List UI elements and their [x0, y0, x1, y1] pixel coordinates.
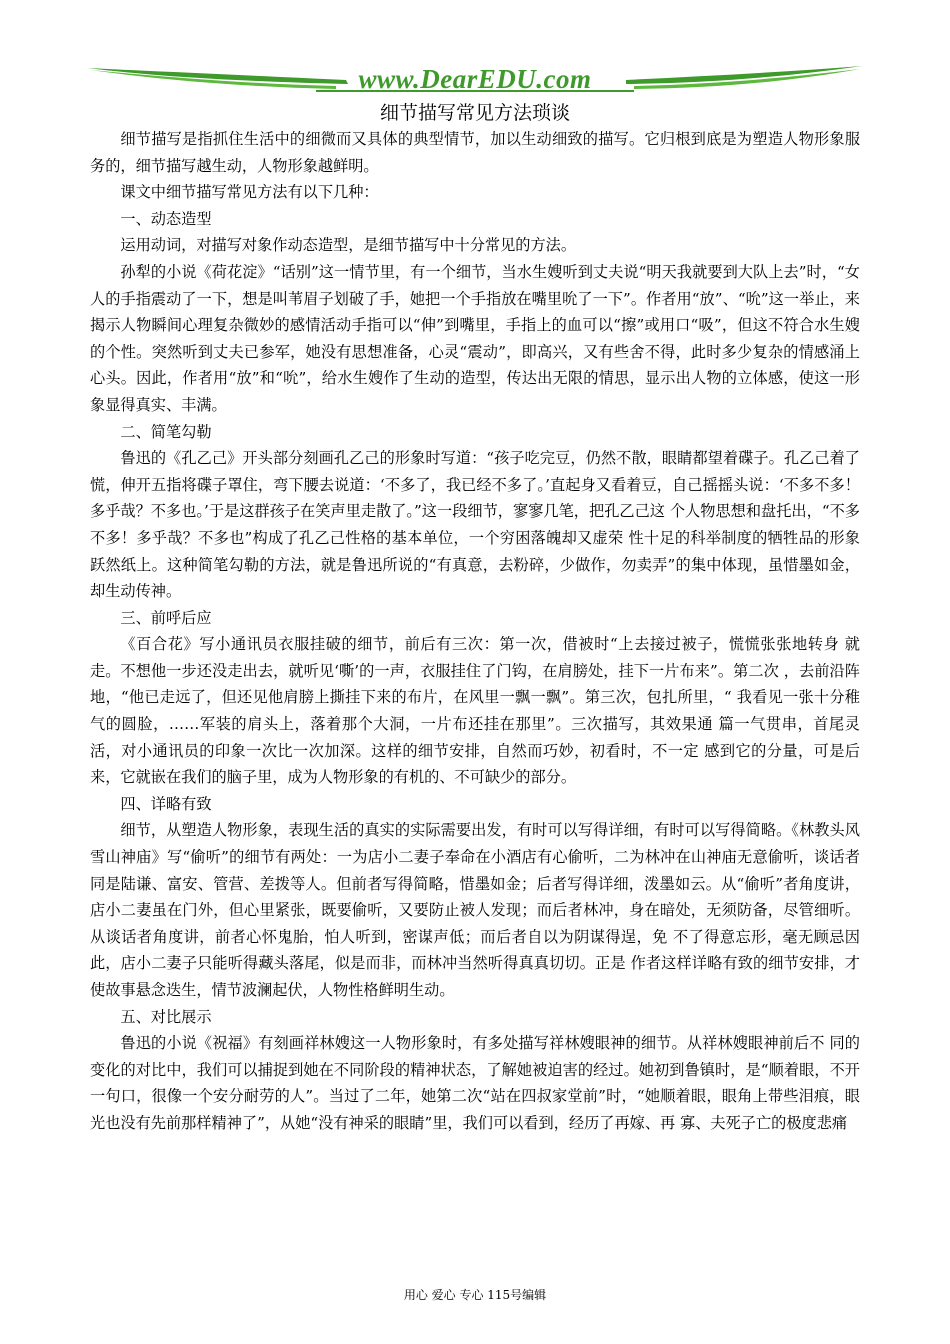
section-heading: 二、简笔勾勒: [120, 422, 212, 441]
section-heading: 五、对比展示: [120, 1007, 212, 1026]
section-heading: 一、动态造型: [120, 209, 212, 228]
section-heading: 四、详略有致: [120, 794, 212, 813]
paragraph: 运用动词，对描写对象作动态造型，是细节描写中十分常见的方法。: [120, 236, 577, 255]
paragraph: 鲁迅的小说《祝福》有刻画祥林嫂这一人物形象时，有多处描写祥林嫂眼神的细节。从祥林嫂眼神前后不 同的变化的对比中，我们可以捕捉到她在不同阶段的精神状态，了解她被迫害的经过。她初到鲁镇时，是“顺着眼，不开一句口，很像一个安分耐劳的人”。当过了二年，她第二次“站在四叔家堂前”时，“她顺着眼，眼角上带些泪痕，眼光也没有先前那样精神了”，从她“没有神采的眼睛”里，我们可以看到，经历了再嫁、再 寡、夫死子亡的极度悲痛: [90, 1034, 860, 1132]
site-url[interactable]: www.DearEDU.com: [358, 64, 592, 94]
page-footer: 用心 爱心 专心 115号编辑: [403, 1288, 547, 1302]
article-body: [90, 126, 860, 1137]
paragraph: 《百合花》写小通讯员衣服挂破的细节，前后有三次：第一次，借被时“上去接过被子，慌慌张张地转身 就走。不想他一步还没走出去，就听见‘嘶’的一声，衣服挂住了门钩，在肩膀处，挂下一片布来”。第二次 ，去前沿阵地，“他已走远了，但还见他肩膀上撕挂下来的布片，在风里一飘一飘”。第三次，包扎所里，“ 我看见一张十分稚气的圆脸，……军装的肩头上，落着那个大洞，一片布还挂在那里”。三次描写，其效果通 篇一气贯串，首尾灵活，对小通讯员的印象一次比一次加深。这样的细节安排，自然而巧妙，初看时，不一定 感到它的分量，可是后来，它就嵌在我们的脑子里，成为人物形象的有机的、不可缺少的部分。: [90, 635, 860, 787]
paragraph: 细节，从塑造人物形象，表现生活的真实的实际需要出发，有时可以写得详细，有时可以写得简略。《林教头风雪山神庙》写“偷听”的细节有两处：一为店小二妻子奉命在小酒店有心偷听，二为林冲在山神庙无意偷听，谈话者同是陆谦、富安、管营、差拨等人。但前者写得简略，惜墨如金；后者写得详细，泼墨如云。从“偷听”者角度讲，店小二妻虽在门外，但心里紧张，既要偷听，又要防止被人发现；而后者林冲，身在暗处，无须防备，尽管细听。从谈话者角度讲，前者心怀鬼胎，怕人听到，密谋声低；而后者自以为阴谋得逞，免 不了得意忘形，毫无顾忌因此，店小二妻子只能听得藏头落尾，似是而非，而林冲当然听得真真切切。正是 作者这样详略有致的细节安排，才使故事悬念迭生，情节波澜起伏，人物性格鲜明生动。: [90, 821, 860, 999]
paragraph: 孙犁的小说《荷花淀》“话别”这一情节里，有一个细节，当水生嫂听到丈夫说“明天我就要到大队上去”时，“女人的手指震动了一下，想是叫苇眉子划破了手，她把一个手指放在嘴里吮了一下”。作者用“放”、“吮”这一举止，来揭示人物瞬间心理复杂微妙的感情活动手指可以“伸”到嘴里，手指上的血可以“擦”或用口“吸”，但这不符合水生嫂的个性。突然听到丈夫已参军，她没有思想准备，心灵“震动”，即高兴，又有些舍不得，此时多少复杂的情感涌上心头。因此，作者用“放”和“吮”，给水生嫂作了生动的造型，传达出无限的情思，显示出人物的立体感，使这一形象显得真实、丰满。: [90, 262, 860, 414]
page-title: 细节描写常见方法琐谈: [379, 102, 570, 124]
paragraph: 鲁迅的《孔乙己》开头部分刻画孔乙己的形象时写道：“孩子吃完豆，仍然不散，眼睛都望着碟子。孔乙己着了慌，伸开五指将碟子罩住，弯下腰去说道：‘不多了，我已经不多了。’直起身又看着豆，自己摇摇头说：‘不多不多！多乎哉？不多也。’于是这群孩子在笑声里走散了。”这一段细节，寥寥几笔，把孔乙己这 个人物思想和盘托出，“不多不多！多乎哉？不多也”构成了孔乙己性格的基本单位，一个穷困落魄却又虚荣 性十足的科举制度的牺牲品的形象跃然纸上。这种简笔勾勒的方法，就是鲁迅所说的“有真意，去粉碎，少做作，勿卖弄”的集中体现，虽惜墨如金，却生动传神。: [90, 449, 860, 601]
paragraph: 细节描写是指抓住生活中的细微而又具体的典型情节，加以生动细致的描写。它归根到底是为塑造人物形象服务的，细节描写越生动，人物形象越鲜明。: [90, 130, 860, 175]
section-heading: 三、前呼后应: [120, 608, 212, 627]
site-header-banner: [86, 60, 864, 100]
paragraph: 课文中细节描写常见方法有以下几种：: [120, 183, 379, 202]
